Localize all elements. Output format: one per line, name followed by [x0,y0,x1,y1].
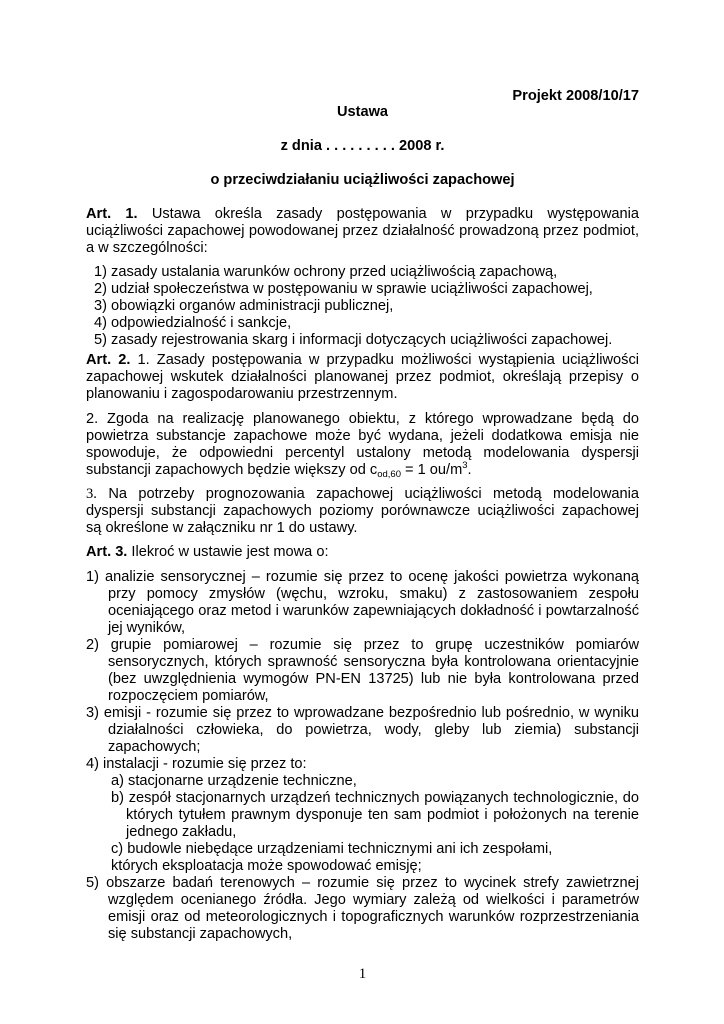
date-line: z dnia . . . . . . . . . 2008 r. [280,138,445,154]
art1-line-1: Art. 1. Ustawa określa zasady postępowania w przypadku występowania [86,206,639,222]
project-id: Projekt 2008/10/17 [512,88,639,104]
art3-def4-a: a) stacjonarne urządzenie techniczne, [111,773,357,789]
art1-item-2: 2) udział społeczeństwa w postępowaniu w sprawie uciążliwości zapachowej, [94,281,593,297]
art3-def4-b-line-1: b) zespół stacjonarnych urządzeń technicznych powiązanych technologicznie, do [111,790,639,806]
art3-def2-line-4: rozpoczęciem pomiarów, [108,688,269,704]
art3-def2-line-3: (bez uwzględnienia wymogów PN-EN 13725) lub nie była kontrolowana przed [108,671,639,687]
art1-item-5: 5) zasady rejestrowania skarg i informacji dotyczących uciążliwości zapachowej. [94,332,613,348]
art3-def5-line-3: emisji oraz od meteorologicznych i topograficznych warunków rozprzestrzeniania [108,909,639,925]
art3-def4-c-line-1: c) budowle niebędące urządzeniami technicznymi ani ich zespołami, [111,841,553,857]
art3-def1-line-3: oceniającego oraz metod i warunków zapewniających dokładność i powtarzalność [108,603,639,619]
art2-line-2: zapachowej wskutek działalności planowanej przez podmiot, określają przepisy o [86,369,639,385]
art3-def3-line-3: zapachowych; [108,739,201,755]
art3-def1-line-1: 1) analizie sensorycznej – rozumie się przez to ocenę jakości powietrza wykonaną [86,569,639,585]
art2-line-3: planowaniu i zagospodarowaniu przestrzennym. [86,386,398,402]
art2-p3-line-3: są określone w załączniku nr 1 do ustawy. [86,520,358,536]
art2-p2-line-3: spowoduje, że odpowiedni percentyl ustalony metodą modelowania dyspersji [86,445,639,461]
art3-def3-line-1: 3) emisji - rozumie się przez to wprowadzane bezpośrednio lub pośrednio, w wyniku [86,705,639,721]
page-number: 1 [358,966,367,982]
art2-line-1: Art. 2. 1. Zasady postępowania w przypadku możliwości wystąpienia uciążliwości [86,352,639,368]
art1-item-4: 4) odpowiedzialność i sankcje, [94,315,292,331]
art2-p3-line-1: 3. Na potrzeby prognozowania zapachowej uciążliwości metodą modelowania [86,486,639,502]
art2-label: Art. 2. [86,352,131,368]
art3-def5-line-2: względem ocenianego źródła. Jego wymiary zależą od wielkości i parametrów [108,892,639,908]
document-title: Ustawa [336,104,389,120]
art3-label: Art. 3. [86,544,128,560]
art3-def1-line-4: jej wyników, [108,620,186,636]
art1-item-3: 3) obowiązki organów administracji publicznej, [94,298,394,314]
art3-def2-line-1: 2) grupie pomiarowej – rozumie się przez to grupę uczestników pomiarów [86,637,639,653]
art3-def4-b-line-3: jednego zakładu, [126,824,237,840]
art2-p3-line-2: dyspersji substancji zapachowych poziomy porównawcze uciążliwości zapachowej [86,503,639,519]
art2-p2-line-1: 2. Zgoda na realizację planowanego obiektu, z którego wprowadzane będą do [86,411,639,427]
art3-def1-line-2: przy pomocy zmysłów (węchu, wzroku, smaku) z zastosowaniem zespołu [108,586,639,602]
art1-item-1: 1) zasady ustalania warunków ochrony przed uciążliwością zapachową, [94,264,558,280]
art3-def4-c-line-2: których eksploatacja może spowodować emisję; [111,858,422,874]
art3-def2-line-2: sensorycznych, których sprawność sensoryczna była kontrolowana orientacyjnie [108,654,639,670]
art1-label: Art. 1. [86,206,138,222]
art3-def3-line-2: działalności człowieka, do powietrza, wody, gleby lub ziemia) substancji [108,722,639,738]
art2-p2-line-4: substancji zapachowych będzie większy od $c_{od,60} = 1$ $ou/m^3$. [86,460,472,480]
art3-def4: 4) instalacji - rozumie się przez to: [86,756,307,772]
art3-def4-b-line-2: których tytułem prawnym dysponuje ten sam podmiot i położonych na terenie [126,807,639,823]
art1-line-3: a w szczególności: [86,240,208,256]
art2-p2-line-2: powietrza substancje zapachowe może być wydana, jeżeli dodatkowa emisja nie [86,428,639,444]
art3-def5-line-4: się substancji zapachowych, [108,926,293,942]
art3-intro: Art. 3. Ilekroć w ustawie jest mowa o: [86,544,329,560]
art1-line-2: uciążliwości zapachowej powodowanej przez działalność prowadzoną przez podmiot, [86,223,639,239]
art3-def5-line-1: 5) obszarze badań terenowych – rozumie się przez to wycinek strefy zawietrznej [86,875,639,891]
document-subject: o przeciwdziałaniu uciążliwości zapachowej [210,172,515,188]
